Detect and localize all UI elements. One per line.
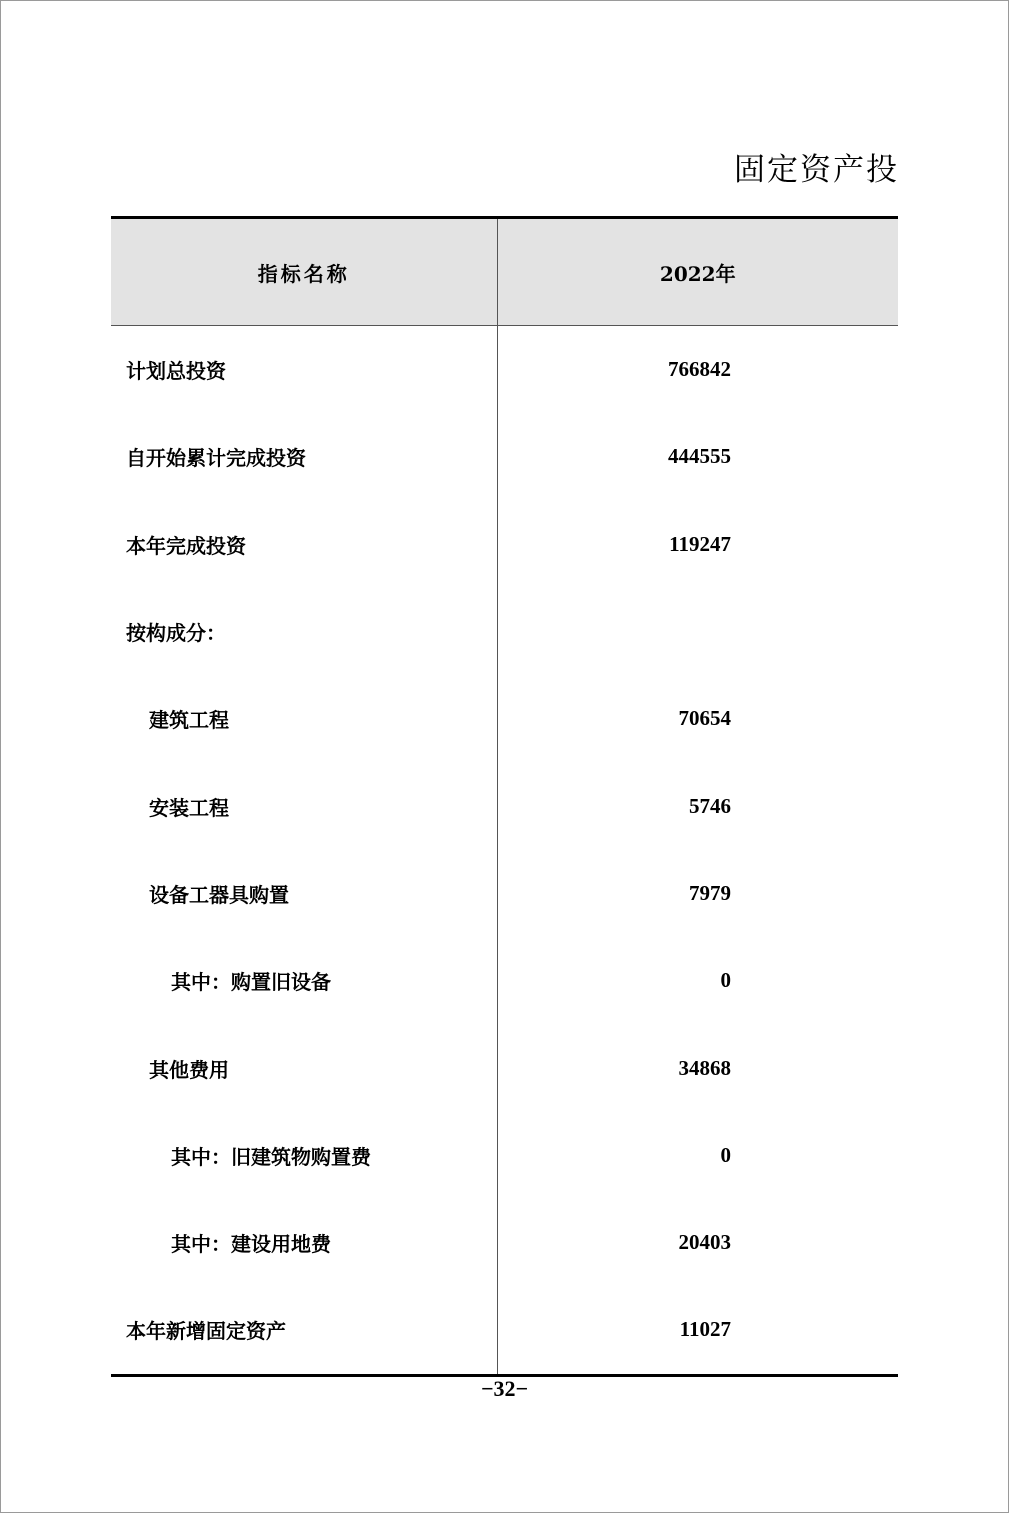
row-label: 其中：建设用地费	[111, 1199, 497, 1286]
page-title: 固定资产投	[734, 152, 899, 188]
row-label: 其中：旧建筑物购置费	[111, 1112, 497, 1199]
row-value: 7979	[689, 880, 731, 905]
table-row	[111, 937, 898, 1024]
row-value: 34868	[678, 1055, 731, 1080]
row-value: 70654	[678, 706, 731, 731]
table-row	[111, 762, 898, 849]
row-value: 119247	[669, 531, 731, 556]
row-value: 444555	[668, 444, 731, 469]
table-row	[111, 326, 898, 414]
row-label: 安装工程	[111, 762, 497, 849]
table-header-row	[111, 218, 898, 326]
row-value: 5746	[689, 793, 731, 818]
table-row	[111, 1112, 898, 1199]
row-label: 建筑工程	[111, 675, 497, 762]
header-year: 2022年	[497, 218, 898, 326]
row-label: 计划总投资	[111, 326, 497, 414]
table-row	[111, 413, 898, 500]
row-label: 其中：购置旧设备	[111, 937, 497, 1024]
row-label: 本年新增固定资产	[111, 1286, 497, 1375]
row-label: 自开始累计完成投资	[111, 413, 497, 500]
table-row	[111, 501, 898, 588]
table-row	[111, 1024, 898, 1111]
data-table	[111, 216, 898, 1377]
table-row	[111, 850, 898, 937]
row-value: 0	[720, 968, 731, 993]
row-label: 按构成分：	[111, 588, 497, 675]
row-value: 11027	[497, 1286, 898, 1375]
table-row	[111, 675, 898, 762]
page-number: −32−	[480, 1376, 529, 1401]
row-label: 设备工器具购置	[111, 850, 497, 937]
row-value: 0	[720, 1142, 731, 1167]
row-value: 766842	[668, 357, 731, 382]
row-value: 20403	[678, 1230, 731, 1255]
row-label: 本年完成投资	[111, 501, 497, 588]
table-row	[111, 1199, 898, 1286]
row-label: 其他费用	[111, 1024, 497, 1111]
table-row	[111, 1286, 898, 1375]
row-value	[497, 588, 898, 675]
table-row	[111, 588, 898, 675]
header-indicator-name: 指标名称	[111, 218, 497, 326]
